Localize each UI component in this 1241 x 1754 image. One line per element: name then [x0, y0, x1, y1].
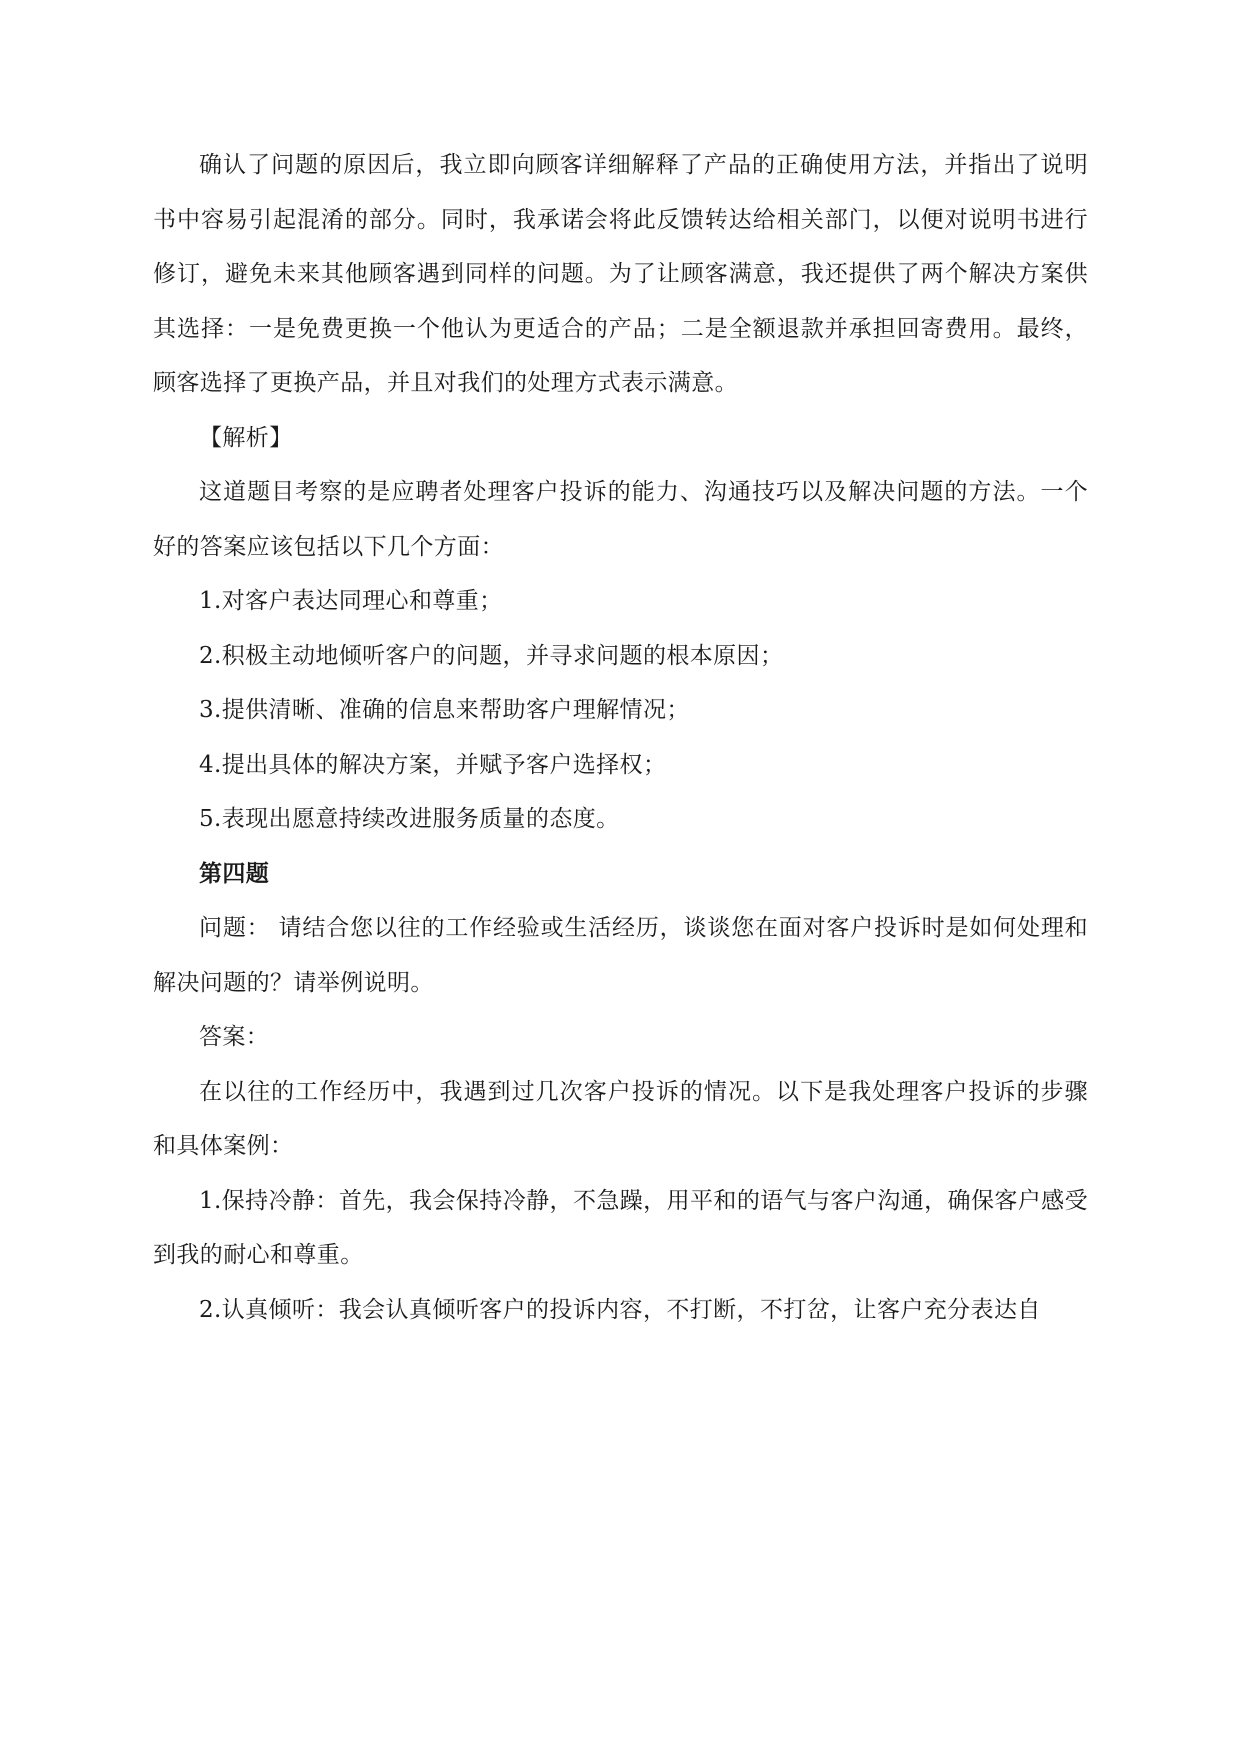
document-body — [153, 138, 1088, 1337]
list-item: 5.表现出愿意持续改进服务质量的态度。 — [199, 806, 620, 832]
list-item: 1.对客户表达同理心和尊重； — [199, 588, 503, 614]
step-paragraph: 1.保持冷静：首先，我会保持冷静，不急躁，用平和的语气与客户沟通，确保客户感受到我的耐心和尊重。 — [153, 1187, 1088, 1268]
analysis-label: 【解析】 — [199, 424, 293, 451]
section-heading: 第四题 — [199, 859, 270, 887]
list-item: 4.提出具体的解决方案，并赋予客户选择权； — [199, 751, 667, 778]
answer-paragraph: 确认了问题的原因后，我立即向顾客详细解释了产品的正确使用方法，并指出了说明书中容易引起混淆的部分。同时，我承诺会将此反馈转达给相关部门，以便对说明书进行修订，避免未来其他顾客遇到同样的问题。为了让顾客满意，我还提供了两个解决方案供其选择：一是免费更换一个他认为更适合的产品；二是全额退款并承担回寄费用。最终，顾客选择了更换产品，并且对我们的处理方式表示满意。 — [153, 152, 1088, 396]
list-item: 3.提供清晰、准确的信息来帮助客户理解情况； — [199, 697, 690, 723]
step-paragraph: 2.认真倾听：我会认真倾听客户的投诉内容，不打断，不打岔，让客户充分表达自 — [199, 1296, 1041, 1323]
answer-intro-paragraph: 在以往的工作经历中，我遇到过几次客户投诉的情况。以下是我处理客户投诉的步骤和具体案例： — [153, 1078, 1088, 1159]
list-item: 2.积极主动地倾听客户的问题，并寻求问题的根本原因； — [199, 642, 784, 669]
question-paragraph: 问题： 请结合您以往的工作经验或生活经历，谈谈您在面对客户投诉时是如何处理和解决问题的？请举例说明。 — [153, 915, 1088, 996]
answer-label: 答案： — [199, 1024, 270, 1050]
analysis-paragraph: 这道题目考察的是应聘者处理客户投诉的能力、沟通技巧以及解决问题的方法。一个好的答案应该包括以下几个方面： — [153, 479, 1088, 560]
